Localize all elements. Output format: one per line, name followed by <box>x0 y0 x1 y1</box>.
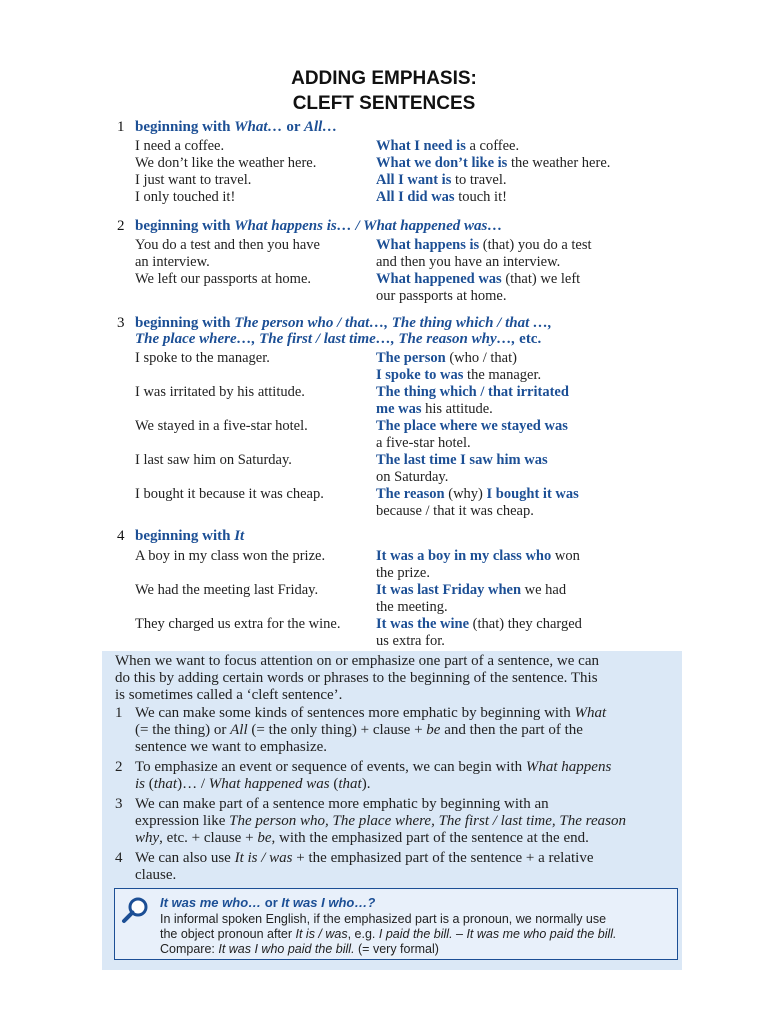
cleft-sentence: The person (who / that) I spoke to was the manager. <box>376 350 542 383</box>
intro-line: is sometimes called a ‘cleft sentence’. <box>115 687 343 703</box>
cleft-sentence: What happened was (that) we left <box>376 271 581 287</box>
rule-number: 1 <box>115 705 123 721</box>
original-sentence: We had the meeting last Friday. <box>135 582 319 598</box>
cleft-sentence: The reason (why) I bought it was because / that it was cheap. <box>376 486 579 519</box>
page-title <box>0 66 768 116</box>
tip-body: In informal spoken English, if the emphasized part is a pronoun, we normally use the object pronoun after It is / was, e.g. I paid the bill. – It was me who paid the bill. Compare: It was I who paid the bill. (= very formal) <box>160 912 617 956</box>
tip-box <box>114 888 678 960</box>
cleft-sentence: It was last Friday when we had the meeting. <box>376 582 567 615</box>
section-1-right <box>376 138 666 206</box>
heading-italic: The place where…, The first / last time…, The reason why…, <box>135 331 520 347</box>
original-sentence: We don’t like the weather here. <box>135 155 317 171</box>
cleft-sentence: The last time I saw him was on Saturday. <box>376 452 548 485</box>
section-4-heading <box>117 528 244 545</box>
section-2-left <box>135 237 370 288</box>
section-number: 1 <box>117 119 125 135</box>
title-line-2: CLEFT SENTENCES <box>292 93 476 114</box>
original-sentence: We left our passports at home. <box>135 271 312 287</box>
original-sentence: I just want to travel. <box>135 172 252 188</box>
original-sentence: You do a test and then you have <box>135 237 320 253</box>
intro-line: When we want to focus attention on or emphasize one part of a sentence, we can <box>115 653 599 669</box>
heading-italic: The person who / that…, The thing which / that …, <box>234 315 552 331</box>
cleft-sentence-cont: and then you have an interview. <box>376 254 561 270</box>
heading-text: etc. <box>519 331 542 347</box>
heading-text: beginning with <box>135 315 235 331</box>
section-3-heading-line-2 <box>135 331 541 348</box>
rule-number: 2 <box>115 759 123 775</box>
heading-text: beginning with <box>135 218 235 234</box>
original-sentence: We stayed in a five-star hotel. <box>135 418 308 434</box>
intro-line: do this by adding certain words or phrases to the beginning of the sentence. This <box>115 670 598 686</box>
title-line-1: ADDING EMPHASIS: <box>291 68 477 89</box>
heading-italic: What happens is… / What happened was… <box>234 218 503 234</box>
cleft-sentence: It was a boy in my class who won the prize. <box>376 548 580 581</box>
cleft-sentence: What happens is (that) you do a test <box>376 237 592 253</box>
section-number: 2 <box>117 218 125 234</box>
heading-italic: All… <box>303 119 338 135</box>
cleft-sentence-cont: our passports at home. <box>376 288 507 304</box>
original-sentence: They charged us extra for the wine. <box>135 616 341 632</box>
rule-number: 3 <box>115 796 123 812</box>
heading-italic: What… <box>234 119 287 135</box>
intro-paragraph <box>115 653 675 704</box>
section-number: 4 <box>117 528 125 544</box>
original-sentence: A boy in my class won the prize. <box>135 548 326 564</box>
original-sentence: I spoke to the manager. <box>135 350 270 366</box>
rule-number: 4 <box>115 850 123 866</box>
original-sentence: I bought it because it was cheap. <box>135 486 324 502</box>
original-sentence: I only touched it! <box>135 189 236 205</box>
original-sentence: an interview. <box>135 254 210 270</box>
cleft-sentence: It was the wine (that) they charged us extra for. <box>376 616 582 649</box>
cleft-sentence: The thing which / that irritated me was his attitude. <box>376 384 569 417</box>
cleft-sentence: All I want is to travel. <box>376 172 507 188</box>
section-number: 3 <box>117 315 125 331</box>
tip-title: It was me who… or It was I who…? <box>160 895 376 910</box>
cleft-sentence: What I need is a coffee. <box>376 138 520 154</box>
original-sentence: I was irritated by his attitude. <box>135 384 305 400</box>
heading-text: beginning with <box>135 119 235 135</box>
magnifying-glass-icon <box>121 895 151 925</box>
section-3-heading <box>117 315 552 332</box>
original-sentence: I last saw him on Saturday. <box>135 452 292 468</box>
section-1-heading <box>117 119 337 136</box>
heading-italic: It <box>234 528 245 544</box>
section-2-heading <box>117 218 502 235</box>
cleft-sentence: What we don’t like is the weather here. <box>376 155 611 171</box>
section-2-right <box>376 237 666 305</box>
section-1-left <box>135 138 370 206</box>
original-sentence: I need a coffee. <box>135 138 225 154</box>
heading-text: beginning with <box>135 528 235 544</box>
heading-text: or <box>286 119 304 135</box>
cleft-sentence: The place where we stayed was a five-star hotel. <box>376 418 568 451</box>
cleft-sentence: All I did was touch it! <box>376 189 507 205</box>
